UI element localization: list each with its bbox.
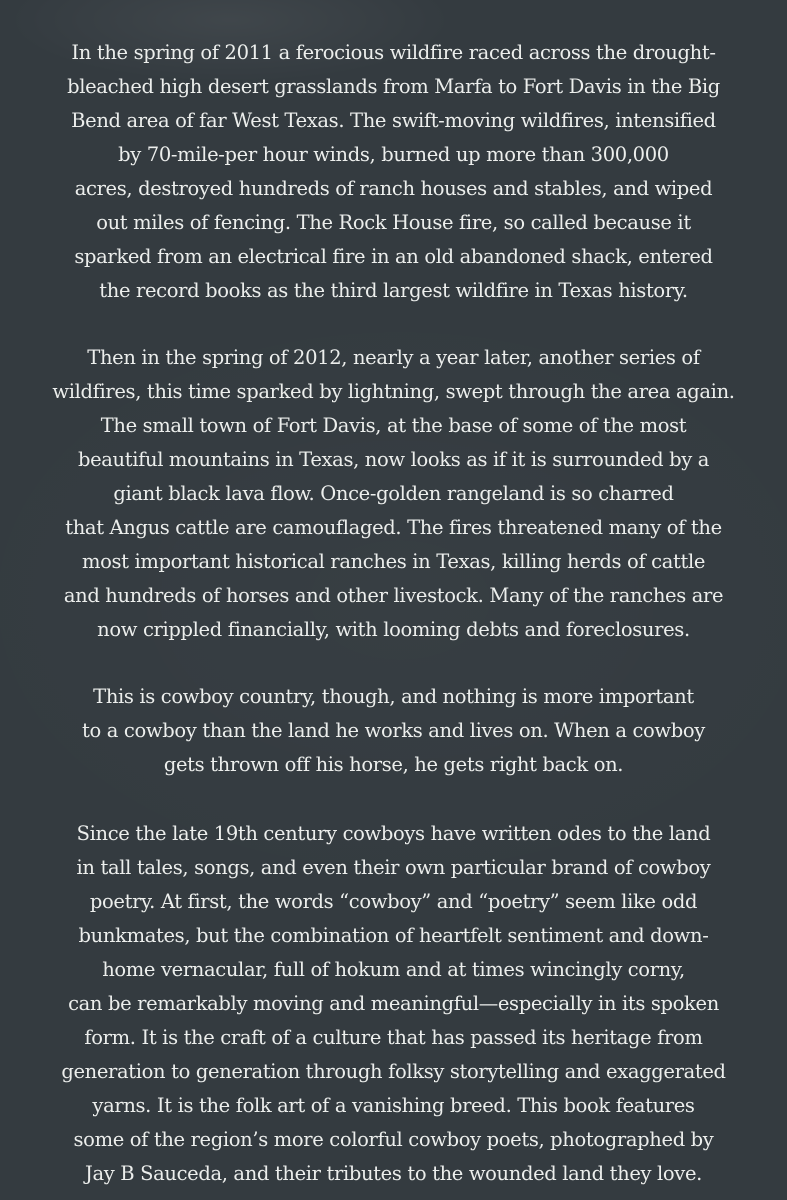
text-line: sparked from an electrical fire in an old abandoned shack, entered [74,245,713,268]
text-line: by 70-mile-per hour winds, burned up more than 300,000 [118,143,669,166]
text-line: yarns. It is the folk art of a vanishing breed. This book features [92,1094,695,1117]
text-line: In the spring of 2011 a ferocious wildfire raced across the drought- [71,41,716,64]
text-line: most important historical ranches in Texas, killing herds of cattle [81,550,706,573]
text-line: Bend area of far West Texas. The swift-moving wildfires, intensified [71,109,716,132]
text-line: in tall tales, songs, and even their own particular brand of cowboy [76,856,711,879]
text-line: out miles of fencing. The Rock House fire, so called because it [96,211,691,234]
paragraph-2012-wildfires [0,341,787,647]
text-line: giant black lava flow. Once-golden rangeland is so charred [113,482,674,505]
text-line: This is cowboy country, though, and nothing is more important [93,685,694,708]
text-line: wildfires, this time sparked by lightning, swept through the area again. [52,380,735,403]
text-line: acres, destroyed hundreds of ranch houses and stables, and wiped [74,177,713,200]
text-line: The small town of Fort Davis, at the base of some of the most [100,414,687,437]
text-line: bunkmates, but the combination of heartfelt sentiment and down- [78,924,709,947]
paragraph-cowboy-poetry [0,817,787,1191]
paragraph-cowboy-country [0,680,787,782]
text-line: gets thrown off his horse, he gets right back on. [163,753,624,776]
paragraph-2011-wildfire [0,36,787,308]
text-line: home vernacular, full of hokum and at times wincingly corny, [102,958,685,981]
text-line: can be remarkably moving and meaningful—especially in its spoken [68,992,719,1015]
text-line: to a cowboy than the land he works and lives on. When a cowboy [82,719,705,742]
text-line: and hundreds of horses and other livestock. Many of the ranches are [63,584,724,607]
text-line: form. It is the craft of a culture that has passed its heritage from [84,1026,703,1049]
text-line: beautiful mountains in Texas, now looks as if it is surrounded by a [77,448,710,471]
text-line: Since the late 19th century cowboys have written odes to the land [76,822,711,845]
text-line: generation to generation through folksy storytelling and exaggerated [61,1060,726,1083]
text-line: some of the region’s more colorful cowboy poets, photographed by [73,1128,714,1151]
text-line: that Angus cattle are camouflaged. The fires threatened many of the [65,516,722,539]
text-line: poetry. At first, the words “cowboy” and “poetry” seem like odd [89,890,698,913]
text-line: now crippled financially, with looming debts and foreclosures. [97,618,690,641]
text-line: bleached high desert grasslands from Marfa to Fort Davis in the Big [67,75,720,98]
text-line: Jay B Sauceda, and their tributes to the wounded land they love. [84,1162,703,1185]
text-line: Then in the spring of 2012, nearly a year later, another series of [87,346,700,369]
text-line: the record books as the third largest wildfire in Texas history. [99,279,688,302]
